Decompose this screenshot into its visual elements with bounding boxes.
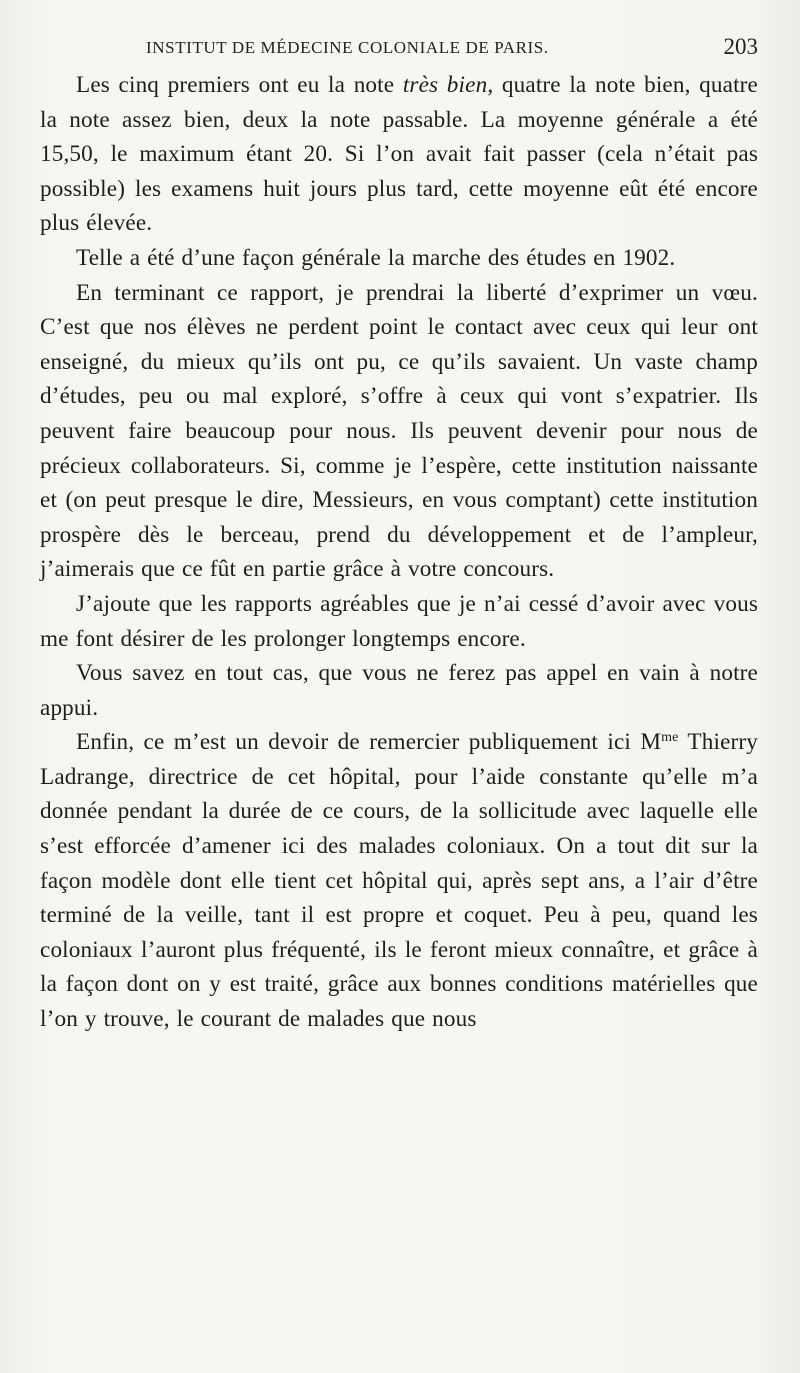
paragraph-2: Telle a été d’une façon générale la marche des études en 1902. [76,244,676,271]
running-title: INSTITUT DE MÉDECINE COLONIALE DE PARIS. [146,38,549,57]
paragraph-6-start: Enfin, ce m’est un devoir de remercier publiquement ici M [76,729,662,756]
paragraph-3: En terminant ce rapport, je prendrai la liberté d’exprimer un vœu. C’est que nos élèves ne perdent point le contact avec ceux qui leur ont enseigné, du mieux qu’ils ont pu, ce qu’ils savaient. Un vaste champ d’études, peu ou mal exploré, s’offre à ceux qui vont s’expatrier. Ils peuvent faire beaucoup pour nous. Ils peuvent devenir pour nous de précieux collaborateurs. Si, comme je l’espère, cette institution naissante et (on peut presque le dire, Messieurs, en vous comptant) cette institution prospère dès le berceau, prend du développement et de l’ampleur, j’aimerais que ce fût en partie grâce à votre concours. [40,279,758,583]
body-text [40,68,758,1037]
paragraph-6-superscript: me [661,730,679,746]
paragraph-1-emphasis: très bien [402,72,488,98]
paragraph-4: J’ajoute que les rapports agréables que je n’ai cessé d’avoir avec vous me font désirer de les prolonger longtemps encore. [40,590,758,652]
paragraph-6-rest: Thierry Ladrange, directrice de cet hôpital, pour l’aide constante qu’elle m’a donnée pendant la durée de ce cours, de la sollicitude avec laquelle elle s’est efforcée d’amener ici des malades coloniaux. On a tout dit sur la façon modèle dont elle tient cet hôpital qui, après sept ans, a l’air d’être terminé de la veille, tant il est propre et coquet. Peu à peu, quand les coloniaux l’auront plus fréquenté, ils le feront mieux connaître, et grâce à la façon dont on y est traité, grâce aux bonnes conditions matérielles que l’on y trouve, le courant de malades que nous [40,729,758,1033]
running-head [40,30,758,68]
paragraph-1-start: Les cinq premiers ont eu la note [76,72,403,98]
paragraph-1 [40,68,758,241]
page-number: 203 [723,34,758,59]
paragraph-1-rest: , quatre la note bien, quatre la note assez bien, deux la note passable. La moyenne générale a été 15,50, le maximum étant 20. Si l’on avait fait passer (cela n’était pas possible) les examens huit jours plus tard, cette moyenne eût été encore plus élevée. [40,72,758,237]
paragraph-5: Vous savez en tout cas, que vous ne ferez pas appel en vain à notre appui. [40,660,758,721]
paragraph-6 [40,725,758,1036]
